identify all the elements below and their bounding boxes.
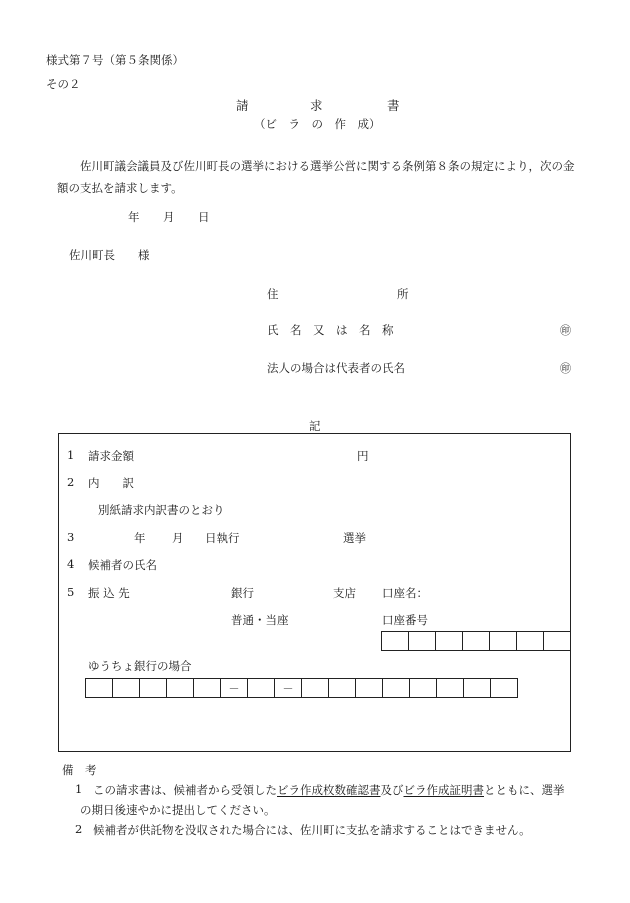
election-day: 日執行 [205,531,240,545]
branch-label: 支店 [333,586,356,600]
account-digit-cell[interactable] [516,631,544,651]
yucho-digit-cell[interactable] [247,678,275,698]
remark-number: 1 [75,782,83,796]
account-digit-cell[interactable] [381,631,409,651]
yucho-digit-cell[interactable] [328,678,356,698]
yucho-label: ゆうちょ銀行の場合 [88,659,192,673]
account-number-label: 口座番号 [382,613,428,627]
remark-number: 2 [75,822,83,836]
yucho-digit-cell[interactable] [355,678,383,698]
election-month: 月 [172,531,184,545]
yucho-separator-cell: － [274,678,302,698]
title-char: 求 [310,98,323,113]
item-label: 候補者の氏名 [88,558,157,572]
bank-label: 銀行 [231,586,254,600]
account-name-label: 口座名： [382,586,428,600]
yucho-digit-cell[interactable] [409,678,437,698]
address-label-char: 所 [397,287,409,301]
yucho-number-cells [85,678,518,698]
addressee: 佐川町長 様 [69,248,150,262]
election-label: 選挙 [343,531,366,545]
yucho-digit-cell[interactable] [166,678,194,698]
date-year: 年 [128,210,140,224]
item-number: 5 [67,585,75,599]
account-digit-cell[interactable] [462,631,490,651]
yucho-digit-cell[interactable] [436,678,464,698]
yucho-digit-cell[interactable] [463,678,491,698]
request-paragraph: 佐川町議会議員及び佐川町長の選挙における選挙公営に関する条例第８条の規定により，次の金額の支払を請求します。 [57,159,575,195]
yucho-digit-cell[interactable] [193,678,221,698]
item-number: 2 [67,475,75,489]
sub-number: その２ [46,77,81,91]
claim-details-box [58,433,571,752]
remark-text [93,782,565,798]
amount-unit: 円 [357,449,369,463]
date-month: 月 [163,210,175,224]
yucho-digit-cell[interactable] [301,678,329,698]
account-digit-cell[interactable] [408,631,436,651]
remark-text-segment: この請求書は、候補者から受領した [93,783,277,797]
yucho-digit-cell[interactable] [382,678,410,698]
account-digit-cell[interactable] [435,631,463,651]
date-day: 日 [198,210,210,224]
remark-text-line2: の期日後速やかに提出してください。 [80,803,276,817]
remarks-title: 備 考 [62,763,97,777]
address-label-char: 住 [267,287,279,301]
item-number: 4 [67,557,75,571]
yucho-digit-cell[interactable] [85,678,113,698]
yucho-separator-cell: － [220,678,248,698]
item-label: 内 訳 [88,476,134,490]
item-number: 1 [67,448,75,462]
yucho-digit-cell[interactable] [490,678,518,698]
confirmation-doc-link: ビラ作成枚数確認書 [277,783,381,797]
account-number-cells [381,631,571,651]
title-char: 請 [236,98,249,113]
account-digit-cell[interactable] [489,631,517,651]
item-detail: 別紙請求内訳書のとおり [98,503,225,517]
document-subtitle: （ビ ラ の 作 成） [254,117,381,131]
yucho-digit-cell[interactable] [139,678,167,698]
yucho-digit-cell[interactable] [112,678,140,698]
item-label: 請求金額 [88,449,134,463]
title-char: 書 [387,98,400,113]
form-number: 様式第７号（第５条関係） [46,53,184,67]
election-year: 年 [134,531,146,545]
seal-mark: ㊞ [560,324,571,337]
account-digit-cell[interactable] [543,631,571,651]
representative-label: 法人の場合は代表者の氏名 [267,361,405,375]
certificate-doc-link: ビラ作成証明書 [403,783,484,797]
remark-text: 候補者が供託物を没収された場合には、佐川町に支払を請求することはできません。 [93,823,531,837]
item-number: 3 [67,530,75,544]
item-label: 振 込 先 [88,586,130,600]
remark-text-segment: 及び [380,783,404,797]
remark-text-segment: とともに、選挙 [484,783,565,797]
account-type-label: 普通・当座 [231,613,289,627]
ki-heading: 記 [309,419,321,433]
name-label: 氏 名 又 は 名 称 [267,323,394,337]
seal-mark: ㊞ [560,362,571,375]
